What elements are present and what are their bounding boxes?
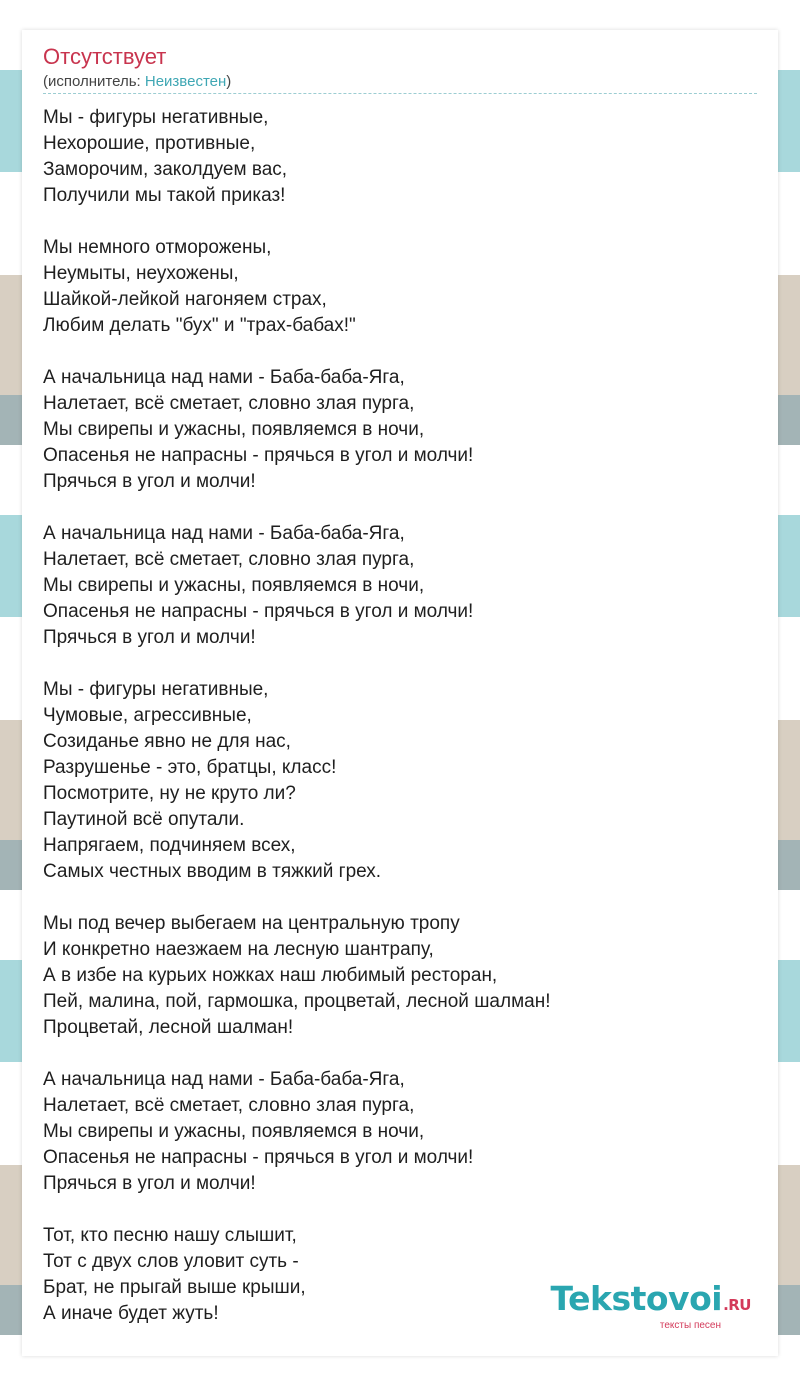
lyrics-text <box>43 105 763 1327</box>
lyric-line: Тот с двух слов уловит суть - <box>43 1251 299 1272</box>
stanza-gap <box>43 1041 763 1067</box>
performer-prefix: (исполнитель: <box>43 73 145 90</box>
lyric-line: Напрягаем, подчиняем всех, <box>43 835 296 856</box>
lyric-line: Опасенья не напрасны - прячься в угол и молчи! <box>43 1147 474 1168</box>
lyric-line: Прячься в угол и молчи! <box>43 471 256 492</box>
lyric-line: И конкретно наезжаем на лесную шантрапу, <box>43 939 434 960</box>
lyric-line: Мы свирепы и ужасны, появляемся в ночи, <box>43 575 425 596</box>
lyric-line: А иначе будет жуть! <box>43 1303 219 1324</box>
lyric-line: Налетает, всё сметает, словно злая пурга, <box>43 1095 415 1116</box>
lyric-line: Заморочим, заколдуем вас, <box>43 159 288 180</box>
lyric-line: Чумовые, агрессивные, <box>43 705 252 726</box>
song-title: Отсутствует <box>43 44 167 69</box>
logo-tagline: тексты песен <box>659 1320 721 1331</box>
lyric-line: Посмотрите, ну не круто ли? <box>43 783 296 804</box>
lyric-line: А начальница над нами - Баба-баба-Яга, <box>43 367 405 388</box>
lyric-line: Мы свирепы и ужасны, появляемся в ночи, <box>43 1121 425 1142</box>
lyric-line: Пей, малина, пой, гармошка, процветай, лесной шалман! <box>43 991 551 1012</box>
stanza-gap <box>43 1197 763 1223</box>
lyric-line: Брат, не прыгай выше крыши, <box>43 1277 306 1298</box>
site-logo[interactable] <box>550 1279 751 1331</box>
lyric-line: Самых честных вводим в тяжкий грех. <box>43 861 382 882</box>
performer-link[interactable]: Неизвестен <box>144 73 227 90</box>
divider <box>43 93 757 94</box>
lyric-line: Шайкой-лейкой нагоняем страх, <box>43 289 327 310</box>
lyric-line: Мы немного отморожены, <box>43 237 272 258</box>
lyric-line: Созиданье явно не для нас, <box>43 731 291 752</box>
lyric-line: Разрушенье - это, братцы, класс! <box>43 757 337 778</box>
stanza-gap <box>43 495 763 521</box>
lyric-line: Прячься в угол и молчи! <box>43 627 256 648</box>
lyric-line: Мы - фигуры негативные, <box>43 679 269 700</box>
lyric-line: А в избе на курьих ножках наш любимый ресторан, <box>43 965 498 986</box>
lyric-line: Нехорошие, противные, <box>43 133 256 154</box>
lyric-line: Паутиной всё опутали. <box>43 809 245 830</box>
lyric-line: Опасенья не напрасны - прячься в угол и молчи! <box>43 445 474 466</box>
stanza-gap <box>43 339 763 365</box>
lyric-line: Мы под вечер выбегаем на центральную тропу <box>43 913 460 934</box>
lyric-line: Процветай, лесной шалман! <box>43 1017 294 1038</box>
stanza-gap <box>43 209 763 235</box>
lyric-line: Прячься в угол и молчи! <box>43 1173 256 1194</box>
stanza-gap <box>43 885 763 911</box>
lyric-line: Мы свирепы и ужасны, появляемся в ночи, <box>43 419 425 440</box>
lyric-line: Тот, кто песню нашу слышит, <box>43 1225 297 1246</box>
lyric-line: А начальница над нами - Баба-баба-Яга, <box>43 523 405 544</box>
lyric-line: Опасенья не напрасны - прячься в угол и молчи! <box>43 601 474 622</box>
lyric-line: Налетает, всё сметает, словно злая пурга, <box>43 549 415 570</box>
lyric-line: Любим делать "бух" и "трах-бабах!" <box>43 315 356 336</box>
lyric-line: Мы - фигуры негативные, <box>43 107 269 128</box>
logo-tld: .RU <box>723 1296 751 1314</box>
performer-line <box>43 73 231 90</box>
lyric-line: Получили мы такой приказ! <box>43 185 286 206</box>
lyric-line: Неумыты, неухожены, <box>43 263 239 284</box>
lyric-line: Налетает, всё сметает, словно злая пурга, <box>43 393 415 414</box>
stanza-gap <box>43 651 763 677</box>
lyrics-card <box>22 30 778 1356</box>
lyric-line: А начальница над нами - Баба-баба-Яга, <box>43 1069 405 1090</box>
logo-name: Tekstovoi <box>550 1279 723 1318</box>
performer-suffix: ) <box>226 73 232 90</box>
